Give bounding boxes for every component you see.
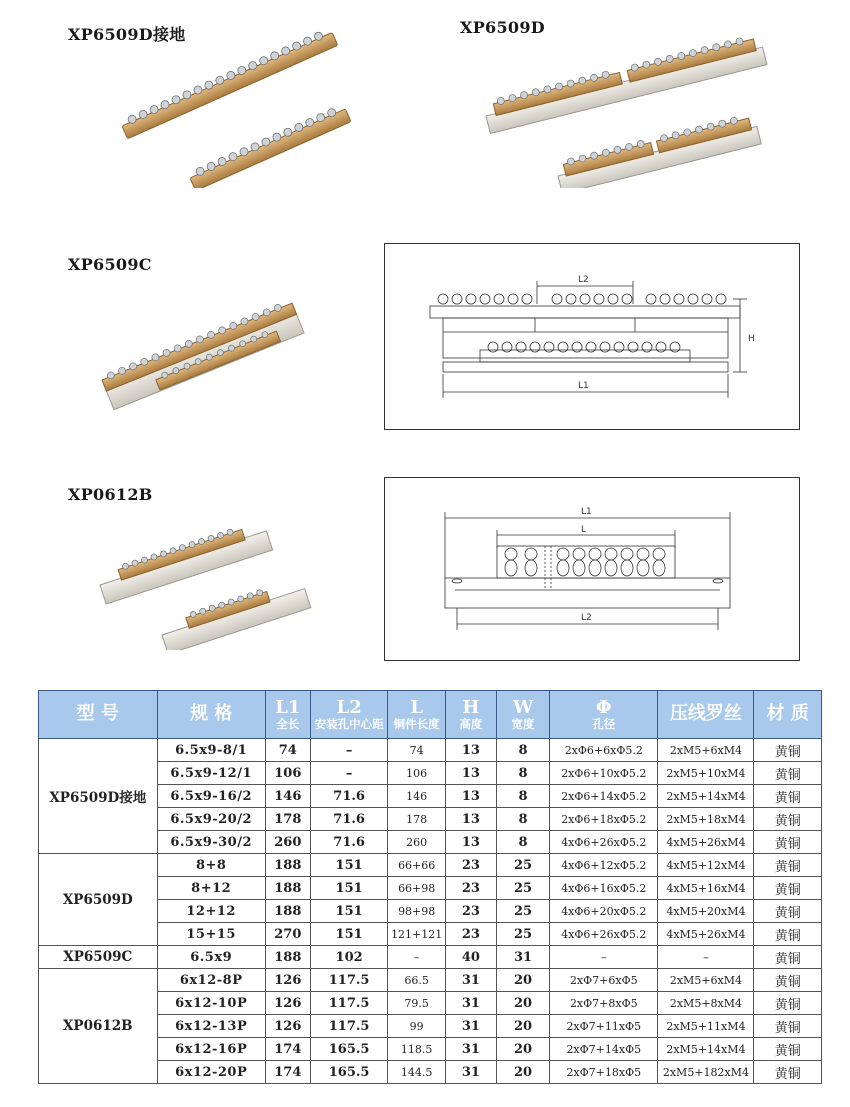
table-cell: 8 — [496, 785, 549, 808]
table-cell: 165.5 — [310, 1038, 388, 1061]
table-header-cell — [265, 691, 310, 739]
table-row — [39, 854, 822, 877]
model-cell: XP6509D接地 — [39, 739, 158, 854]
table-header-cell — [310, 691, 388, 739]
table-cell: 146 — [388, 785, 445, 808]
header-main-label: H — [462, 697, 480, 719]
table-cell: 6.5x9-30/2 — [157, 831, 265, 854]
table-cell: 23 — [445, 877, 496, 900]
table-cell: 270 — [265, 923, 310, 946]
table-cell: – — [310, 739, 388, 762]
table-cell: 25 — [496, 900, 549, 923]
table-cell: 黄铜 — [754, 854, 822, 877]
table-cell: 2xΦ7+14xΦ5 — [550, 1038, 658, 1061]
dim-l1-label-2: L1 — [581, 507, 592, 517]
table-cell: 黄铜 — [754, 1061, 822, 1084]
photo-xp6509c — [92, 270, 322, 420]
table-cell: – — [550, 946, 658, 969]
table-cell: 4xM5+20xM4 — [658, 900, 754, 923]
header-main-label: 压线罗丝 — [669, 703, 742, 725]
table-cell: 黄铜 — [754, 877, 822, 900]
table-body — [39, 739, 822, 1084]
table-row — [39, 969, 822, 992]
table-cell: 20 — [496, 969, 549, 992]
table-cell: 71.6 — [310, 831, 388, 854]
table-cell: 8+8 — [157, 854, 265, 877]
dim-h-label: H — [748, 334, 755, 344]
table-cell: 2xM5+10xM4 — [658, 762, 754, 785]
header-main-label: Φ — [595, 697, 612, 719]
table-cell: 6.5x9-16/2 — [157, 785, 265, 808]
table-cell: 13 — [445, 762, 496, 785]
table-cell: 6x12-8P — [157, 969, 265, 992]
header-main-label: L2 — [336, 697, 362, 719]
dim-l1-label: L1 — [578, 381, 589, 391]
table-cell: 2xΦ6+10xΦ5.2 — [550, 762, 658, 785]
table-cell: 121+121 — [388, 923, 445, 946]
table-row — [39, 946, 822, 969]
table-cell: – — [388, 946, 445, 969]
table-header-cell — [658, 691, 754, 739]
photo-xp0612b — [92, 500, 322, 650]
dim-l2-label-2: L2 — [581, 613, 592, 623]
table-cell: 黄铜 — [754, 762, 822, 785]
table-cell: 黄铜 — [754, 1015, 822, 1038]
table-cell: 23 — [445, 854, 496, 877]
table-cell: 8 — [496, 762, 549, 785]
table-cell: 8+12 — [157, 877, 265, 900]
table-cell: 8 — [496, 739, 549, 762]
table-cell: 117.5 — [310, 969, 388, 992]
diagram-xp0612b — [384, 477, 800, 661]
table-cell: 102 — [310, 946, 388, 969]
table-cell: 25 — [496, 854, 549, 877]
table-cell: 2xΦ7+8xΦ5 — [550, 992, 658, 1015]
table-cell: 174 — [265, 1038, 310, 1061]
label-xp6509d-ground: XP6509D接地 — [68, 25, 186, 44]
table-cell: 260 — [388, 831, 445, 854]
header-main-label: L1 — [275, 697, 301, 719]
table-cell: 2xΦ6+14xΦ5.2 — [550, 785, 658, 808]
table-cell: 黄铜 — [754, 923, 822, 946]
table-cell: 260 — [265, 831, 310, 854]
dim-l2-label: L2 — [578, 275, 589, 285]
label-xp6509d: XP6509D — [460, 18, 545, 37]
table-cell: 20 — [496, 1015, 549, 1038]
table-cell: 66+66 — [388, 854, 445, 877]
table-cell: 黄铜 — [754, 831, 822, 854]
table-cell: 25 — [496, 923, 549, 946]
table-cell: 4xΦ6+12xΦ5.2 — [550, 854, 658, 877]
table-cell: 31 — [496, 946, 549, 969]
table-cell: 黄铜 — [754, 992, 822, 1015]
header-sub-label: 全长 — [276, 716, 300, 731]
header-main-label: L — [410, 697, 423, 719]
table-cell: 6x12-16P — [157, 1038, 265, 1061]
table-cell: 6.5x9 — [157, 946, 265, 969]
table-cell: 黄铜 — [754, 900, 822, 923]
table-cell: 79.5 — [388, 992, 445, 1015]
header-main-label: 材 质 — [766, 703, 809, 725]
table-cell: 178 — [388, 808, 445, 831]
table-cell: 74 — [265, 739, 310, 762]
table-cell: 31 — [445, 1015, 496, 1038]
table-cell: 黄铜 — [754, 969, 822, 992]
table-cell: 4xM5+26xM4 — [658, 923, 754, 946]
table-cell: 66.5 — [388, 969, 445, 992]
table-cell: 144.5 — [388, 1061, 445, 1084]
table-cell: 4xΦ6+26xΦ5.2 — [550, 831, 658, 854]
table-cell: 178 — [265, 808, 310, 831]
table-cell: 66+98 — [388, 877, 445, 900]
table-cell: 2xM5+182xM4 — [658, 1061, 754, 1084]
table-header-cell — [496, 691, 549, 739]
table-cell: 126 — [265, 1015, 310, 1038]
table-cell: 黄铜 — [754, 946, 822, 969]
table-cell: 2xM5+14xM4 — [658, 1038, 754, 1061]
table-cell: 6x12-10P — [157, 992, 265, 1015]
table-cell: 13 — [445, 739, 496, 762]
table-cell: 2xM5+18xM4 — [658, 808, 754, 831]
header-main-label: W — [512, 697, 534, 719]
table-cell: 2xM5+6xM4 — [658, 739, 754, 762]
table-cell: 4xΦ6+26xΦ5.2 — [550, 923, 658, 946]
table-cell: 15+15 — [157, 923, 265, 946]
table-cell: 6.5x9-8/1 — [157, 739, 265, 762]
table-cell: 151 — [310, 923, 388, 946]
table-cell: 4xΦ6+20xΦ5.2 — [550, 900, 658, 923]
table-cell: 6.5x9-20/2 — [157, 808, 265, 831]
table-header-cell — [157, 691, 265, 739]
table-cell: 黄铜 — [754, 739, 822, 762]
table-cell: 黄铜 — [754, 785, 822, 808]
table-cell: 165.5 — [310, 1061, 388, 1084]
table-cell: 151 — [310, 900, 388, 923]
table-cell: 151 — [310, 877, 388, 900]
model-cell: XP6509D — [39, 854, 158, 946]
table-cell: 2xΦ7+18xΦ5 — [550, 1061, 658, 1084]
table-cell: 2xM5+8xM4 — [658, 992, 754, 1015]
table-cell: 6x12-20P — [157, 1061, 265, 1084]
table-cell: – — [658, 946, 754, 969]
label-xp0612b: XP0612B — [68, 485, 153, 504]
table-cell: 20 — [496, 992, 549, 1015]
model-cell: XP6509C — [39, 946, 158, 969]
table-cell: 40 — [445, 946, 496, 969]
header-sub-label: 铜件长度 — [393, 716, 440, 731]
table-cell: 23 — [445, 923, 496, 946]
table-cell: 71.6 — [310, 785, 388, 808]
table-cell: 6.5x9-12/1 — [157, 762, 265, 785]
label-xp6509c: XP6509C — [68, 255, 152, 274]
spec-table — [38, 690, 822, 1084]
photo-xp6509d — [478, 28, 778, 188]
table-cell: 23 — [445, 900, 496, 923]
table-cell: 31 — [445, 1061, 496, 1084]
table-cell: 117.5 — [310, 1015, 388, 1038]
table-cell: 13 — [445, 831, 496, 854]
table-cell: 151 — [310, 854, 388, 877]
table-cell: 13 — [445, 808, 496, 831]
dim-l-label: L — [581, 525, 587, 535]
table-header-cell — [550, 691, 658, 739]
table-cell: 13 — [445, 785, 496, 808]
table-header-cell — [754, 691, 822, 739]
table-cell: 25 — [496, 877, 549, 900]
table-cell: 31 — [445, 1038, 496, 1061]
table-cell: 2xΦ7+11xΦ5 — [550, 1015, 658, 1038]
table-cell: 106 — [388, 762, 445, 785]
table-cell: 黄铜 — [754, 808, 822, 831]
table-cell: 126 — [265, 969, 310, 992]
table-cell: 74 — [388, 739, 445, 762]
table-cell: 188 — [265, 946, 310, 969]
model-cell: XP0612B — [39, 969, 158, 1084]
header-sub-label: 宽度 — [511, 716, 535, 731]
table-cell: – — [310, 762, 388, 785]
table-cell: 12+12 — [157, 900, 265, 923]
header-sub-label: 高度 — [459, 716, 483, 731]
table-cell: 20 — [496, 1061, 549, 1084]
table-header-cell — [39, 691, 158, 739]
table-cell: 146 — [265, 785, 310, 808]
table-cell: 2xM5+6xM4 — [658, 969, 754, 992]
table-cell: 2xM5+11xM4 — [658, 1015, 754, 1038]
table-header-cell — [445, 691, 496, 739]
table-cell: 4xM5+12xM4 — [658, 854, 754, 877]
table-cell: 31 — [445, 969, 496, 992]
header-main-label: 型 号 — [76, 703, 119, 725]
table-cell: 117.5 — [310, 992, 388, 1015]
table-cell: 188 — [265, 900, 310, 923]
table-cell: 188 — [265, 854, 310, 877]
table-cell: 99 — [388, 1015, 445, 1038]
table-cell: 2xM5+14xM4 — [658, 785, 754, 808]
table-cell: 71.6 — [310, 808, 388, 831]
header-main-label: 规 格 — [190, 703, 233, 725]
table-cell: 118.5 — [388, 1038, 445, 1061]
table-cell: 8 — [496, 831, 549, 854]
table-cell: 6x12-13P — [157, 1015, 265, 1038]
header-sub-label: 安装孔中心距 — [314, 716, 384, 731]
table-cell: 4xM5+16xM4 — [658, 877, 754, 900]
photo-xp6509d-ground — [110, 28, 360, 188]
table-cell: 188 — [265, 877, 310, 900]
table-cell: 4xM5+26xM4 — [658, 831, 754, 854]
table-cell: 20 — [496, 1038, 549, 1061]
table-header-cell — [388, 691, 445, 739]
table-cell: 黄铜 — [754, 1038, 822, 1061]
table-row — [39, 739, 822, 762]
table-cell: 31 — [445, 992, 496, 1015]
header-sub-label: 孔径 — [592, 716, 616, 731]
diagram-xp6509c — [384, 243, 800, 430]
table-cell: 106 — [265, 762, 310, 785]
table-cell: 2xΦ6+6xΦ5.2 — [550, 739, 658, 762]
table-cell: 126 — [265, 992, 310, 1015]
table-cell: 8 — [496, 808, 549, 831]
table-cell: 2xΦ7+6xΦ5 — [550, 969, 658, 992]
table-cell: 98+98 — [388, 900, 445, 923]
table-cell: 174 — [265, 1061, 310, 1084]
table-cell: 2xΦ6+18xΦ5.2 — [550, 808, 658, 831]
table-cell: 4xΦ6+16xΦ5.2 — [550, 877, 658, 900]
table-header-row — [39, 691, 822, 739]
